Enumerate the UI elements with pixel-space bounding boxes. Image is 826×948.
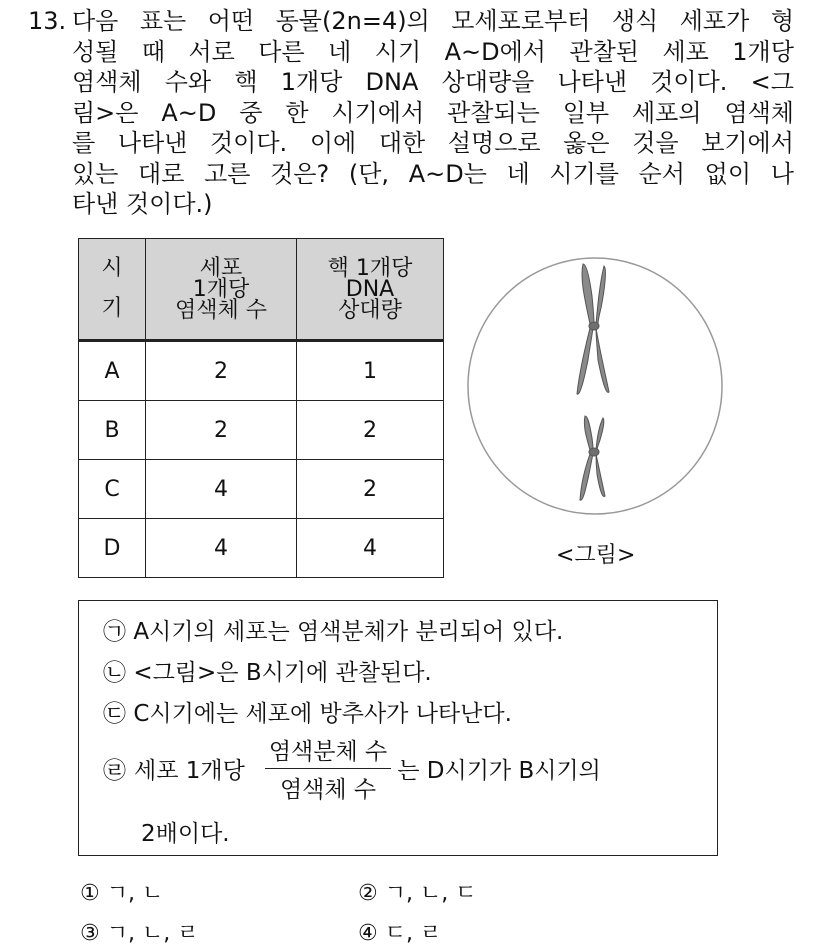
statement-text: 는 D시기가 B시기의: [397, 758, 601, 784]
word: 때: [141, 37, 166, 66]
question-line-5: [72, 128, 794, 159]
word: 한: [285, 98, 309, 127]
word: <그: [750, 68, 794, 96]
word: 염색체: [72, 68, 142, 96]
word: 성될: [72, 37, 119, 66]
statement-text: 세포 1개당: [134, 758, 245, 784]
word: 것은?: [270, 159, 330, 188]
choice-4[interactable]: [358, 916, 441, 947]
word: 고른: [204, 159, 251, 188]
header-text: 세포: [199, 255, 243, 281]
word: 형: [770, 7, 794, 35]
statement-marker: ㉡: [103, 660, 126, 686]
statement-text: C시기에는 세포에 방추사가 나타난다.: [133, 701, 512, 727]
word: (단,: [348, 159, 390, 188]
word: 동물(2n=4)의: [275, 7, 430, 35]
header-text: 상대량: [338, 297, 402, 323]
cell-chromosome-figure: [466, 256, 724, 516]
word: 설명으로: [447, 129, 541, 157]
fraction-denominator: 염색체 수: [279, 777, 377, 803]
word: 시기: [374, 37, 422, 66]
table-row: [79, 519, 444, 578]
header-text: DNA: [345, 276, 395, 302]
table-row: [79, 401, 444, 460]
word: 있는: [72, 159, 119, 188]
statement-marker: ㉠: [103, 619, 126, 645]
word: 중: [239, 98, 263, 127]
phase-cell: C: [79, 460, 146, 519]
choice-text: ㄷ, ㄹ: [384, 921, 442, 946]
word: 상대량을: [441, 68, 535, 96]
word: 세포가: [679, 7, 750, 35]
question-line-3: [72, 67, 794, 98]
word: 이에: [309, 129, 357, 157]
word: 생식: [611, 7, 659, 35]
word: 1개당: [280, 68, 343, 96]
choice-2[interactable]: [358, 876, 476, 907]
word: 네: [506, 159, 530, 188]
choice-label: ②: [358, 881, 378, 906]
figure-caption: <그림>: [556, 543, 636, 568]
word: 나: [770, 159, 794, 188]
word: 수와: [164, 68, 212, 96]
choice-label: ①: [80, 881, 100, 906]
phase-cell: D: [79, 519, 146, 578]
choice-text: ㄱ, ㄴ, ㄹ: [106, 921, 199, 946]
choice-1[interactable]: [80, 876, 163, 907]
header-dna-amount: [297, 239, 444, 341]
phase-cell: B: [79, 401, 146, 460]
question-line-7: [72, 189, 213, 220]
data-table: [78, 238, 444, 578]
word: 세포의: [631, 98, 702, 127]
word: 염색체: [724, 98, 794, 127]
word: 네: [328, 37, 352, 66]
fraction: [265, 733, 391, 804]
statement-text: <그림>은 B시기에 관찰된다.: [133, 660, 432, 686]
word: 옳은: [563, 129, 610, 157]
fraction-numerator: 염색분체 수: [265, 733, 391, 769]
header-text: 핵 1개당: [327, 255, 413, 281]
chromosome-cell: 2: [146, 341, 297, 401]
table-row: [79, 460, 444, 519]
table-header-row: [79, 239, 444, 341]
choice-3[interactable]: [80, 916, 198, 947]
word: A~D는: [408, 159, 487, 188]
word: 것을: [632, 129, 679, 157]
word: 서로: [188, 37, 235, 66]
word: 어떤: [207, 7, 255, 35]
question-number: 13.: [28, 7, 67, 35]
statement-4-tail: 2배이다.: [141, 821, 230, 847]
header-text: 염색체 수: [174, 297, 267, 323]
word: A~D: [161, 98, 217, 127]
word: 것이다.: [210, 129, 288, 157]
word: 순서: [638, 159, 685, 188]
word: 관찰된: [569, 37, 639, 66]
choice-label: ③: [80, 921, 100, 946]
word: 관찰되는: [447, 98, 540, 127]
word: 림>은: [72, 98, 139, 127]
word: 다른: [258, 37, 305, 66]
word: 대로: [138, 159, 185, 188]
word: 보기에서: [701, 129, 794, 157]
word: 것이다.: [650, 68, 728, 96]
word: 대한: [378, 129, 426, 157]
header-phase: [79, 239, 146, 341]
word: A~D에서: [444, 37, 546, 66]
choice-text: ㄱ, ㄴ, ㄷ: [384, 881, 477, 906]
choice-text: ㄱ, ㄴ: [106, 881, 164, 906]
dna-cell: 4: [297, 519, 444, 578]
choice-label: ④: [358, 921, 378, 946]
word: 일부: [562, 98, 610, 127]
statement-text: A시기의 세포는 염색분체가 분리되어 있다.: [133, 619, 564, 645]
word: 시기를: [549, 159, 619, 188]
word: 표는: [139, 7, 187, 35]
statements-box: [78, 600, 718, 856]
chromosome-cell: 4: [146, 519, 297, 578]
word: 나타낸: [557, 68, 628, 96]
question-line-1: [72, 6, 794, 37]
statement-3: [103, 695, 512, 728]
word: 핵: [234, 68, 258, 96]
statement-2: [103, 654, 432, 687]
cell-membrane: [468, 258, 722, 514]
phase-cell: A: [79, 341, 146, 401]
dna-cell: 1: [297, 341, 444, 401]
word: 다음: [72, 7, 119, 35]
word: 1개당: [732, 37, 794, 66]
chromosome-cell: 4: [146, 460, 297, 519]
word: 시기에서: [331, 98, 425, 127]
word: 세포: [662, 37, 709, 66]
table-row: [79, 341, 444, 401]
header-chromosome-count: [146, 239, 297, 341]
word: 나타낸: [117, 129, 188, 157]
header-text: 기: [101, 296, 123, 321]
question-line-4: [72, 98, 794, 129]
question-line-6: [72, 159, 794, 190]
dna-cell: 2: [297, 460, 444, 519]
header-text: 1개당: [192, 276, 250, 302]
word: 모세포로부터: [451, 7, 591, 35]
question-line-2: [72, 37, 794, 68]
word: 를: [72, 129, 96, 157]
word: 없이: [704, 159, 752, 188]
dna-cell: 2: [297, 401, 444, 460]
small-chromosome: [580, 416, 605, 500]
header-text: 시: [101, 256, 123, 281]
word: 타낸 것이다.): [72, 190, 213, 218]
statement-marker: ㉣: [103, 758, 126, 784]
statement-4: [103, 733, 601, 804]
chromosome-cell: 2: [146, 401, 297, 460]
statement-1: [103, 613, 563, 646]
word: DNA: [365, 68, 419, 96]
large-chromosome: [577, 264, 609, 394]
statement-marker: ㉢: [103, 701, 126, 727]
